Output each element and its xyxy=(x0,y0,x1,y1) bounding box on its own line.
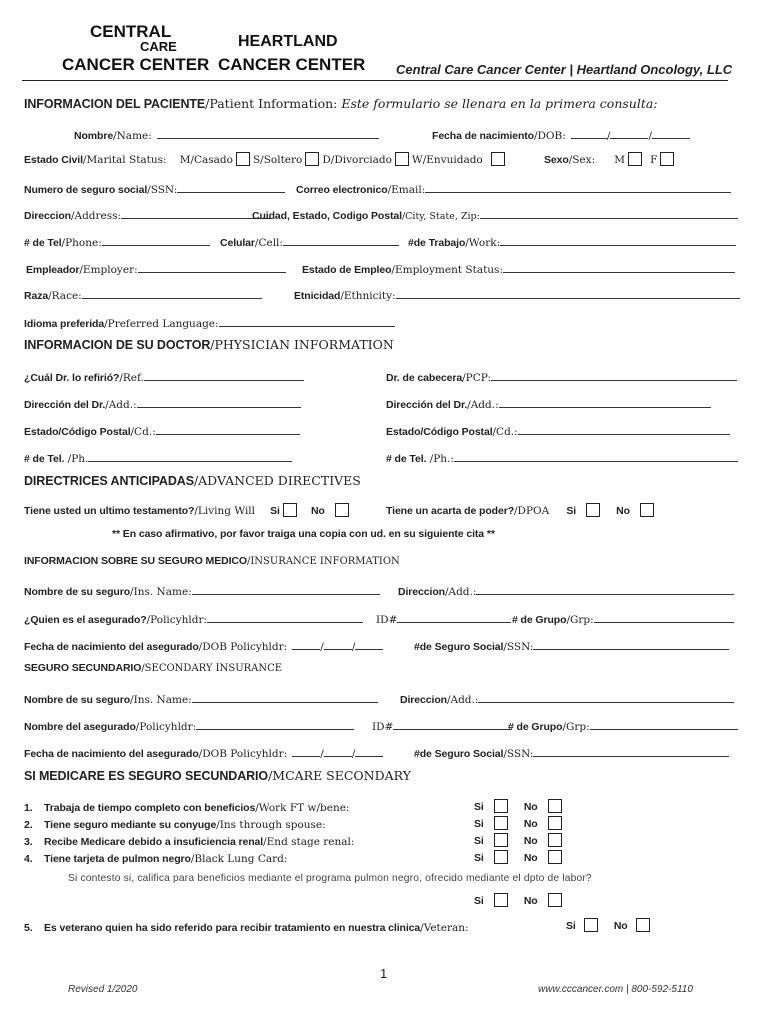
living-will-row: Tiene usted un ultimo testamento?/Living Will Si No xyxy=(24,499,352,518)
widowed-checkbox[interactable] xyxy=(491,152,505,166)
logo-cancer-center-text-2: CANCER CENTER xyxy=(218,55,366,74)
medicare-item-1: 1. Trabaja de tiempo completo con beneficios/Work FT w/bene: xyxy=(24,802,350,814)
item-3-si-checkbox[interactable] xyxy=(494,833,508,847)
item-2-no-checkbox[interactable] xyxy=(548,816,562,830)
sec-ins-name-field[interactable]: Nombre de su seguro/Ins. Name: xyxy=(24,688,378,707)
ins-address-field[interactable]: Direccion/Add.: xyxy=(398,580,734,599)
divorced-checkbox[interactable] xyxy=(395,152,409,166)
logo-care-text: CARE xyxy=(140,39,177,54)
employment-status-field[interactable]: Estado de Empleo/Employment Status: xyxy=(302,258,735,277)
dpoa-si-checkbox[interactable] xyxy=(586,503,600,517)
patient-section-title: INFORMACION DEL PACIENTE/Patient Information: Este formulario se llenara en la primera consulta: xyxy=(24,96,658,111)
followup-si-checkbox[interactable] xyxy=(494,893,508,907)
pcp-field[interactable]: Dr. de cabecera/PCP: xyxy=(386,366,737,385)
employer-field[interactable]: Empleador/Employer: xyxy=(26,258,286,277)
medicare-section-title: SI MEDICARE ES SEGURO SECUNDARIO/MCARE SECONDARY xyxy=(24,768,411,783)
ref-doctor-address-field[interactable]: Dirección del Dr./Add.: xyxy=(24,393,301,412)
policyholder-field[interactable]: ¿Quien es el asegurado?/Policyhldr: xyxy=(24,608,363,627)
ins-id-field[interactable]: ID# xyxy=(376,608,511,627)
footer-contact: www.cccancer.com | 800-592-5110 xyxy=(538,984,693,995)
pcp-address-field[interactable]: Dirección del Dr./Add.: xyxy=(386,393,711,412)
directives-note: ** En caso afirmativo, por favor traiga una copia con ud. en su siguiente cita ** xyxy=(112,528,495,540)
item-1-si-checkbox[interactable] xyxy=(494,799,508,813)
veteran-no-checkbox[interactable] xyxy=(636,918,650,932)
sec-policyholder-field[interactable]: Nombre del asegurado/Policyhldr: xyxy=(24,715,354,734)
name-field[interactable]: Nombre/Name: xyxy=(74,124,379,143)
medicare-item-4-answers: Si No xyxy=(474,846,565,865)
marital-status-row: Estado Civil/Marital Status: M/Casado S/Soltero D/Divorciado W/Envuidado xyxy=(24,148,508,167)
work-phone-field[interactable]: #de Trabajo/Work: xyxy=(408,231,736,250)
medicare-item-3-answers: Si No xyxy=(474,829,565,848)
email-field[interactable]: Correo electronico/Email: xyxy=(296,178,731,197)
policyholder-ssn-field[interactable]: #de Seguro Social/SSN: xyxy=(414,635,729,654)
pcp-phone-field[interactable]: # de Tel. /Ph.: xyxy=(386,447,738,466)
policyholder-dob-field[interactable]: Fecha de nacimiento del asegurado/DOB Policyhldr: / / xyxy=(24,635,383,654)
address-field[interactable]: Direccion/Address: xyxy=(24,204,271,223)
central-care-logo xyxy=(62,22,212,78)
city-state-zip-field[interactable]: Cuidad, Estado, Codigo Postal/City, State, Zip: xyxy=(252,204,738,223)
secondary-section-title: SEGURO SECUNDARIO/SECONDARY INSURANCE xyxy=(24,662,283,674)
insurance-section-title: INFORMACION SOBRE SU SEGURO MEDICO/INSURANCE INFORMATION xyxy=(24,555,400,567)
language-field[interactable]: Idioma preferida/Preferred Language: xyxy=(24,312,395,331)
logo-cancer-center-text: CANCER CENTER xyxy=(62,55,210,74)
dob-field[interactable]: Fecha de nacimiento/DOB: / / xyxy=(432,124,690,143)
revised-date: Revised 1/2020 xyxy=(68,984,138,995)
dpoa-no-checkbox[interactable] xyxy=(640,503,654,517)
sex-f-checkbox[interactable] xyxy=(660,152,674,166)
sec-policyholder-ssn-field[interactable]: #de Seguro Social/SSN: xyxy=(414,742,729,761)
living-will-no-checkbox[interactable] xyxy=(335,503,349,517)
cell-field[interactable]: Celular/Cell: xyxy=(220,231,399,250)
sex-m-checkbox[interactable] xyxy=(628,152,642,166)
medicare-item-2-answers: Si No xyxy=(474,812,565,831)
item-2-si-checkbox[interactable] xyxy=(494,816,508,830)
page-number: 1 xyxy=(380,966,388,981)
logo-heartland-text: HEARTLAND xyxy=(238,33,338,50)
veteran-answers: Si No xyxy=(566,914,653,933)
phone-field[interactable]: # de Tel/Phone: xyxy=(24,231,210,250)
medicare-item-3: 3. Recibe Medicare debido a insuficiencia renal/End stage renal: xyxy=(24,836,355,848)
referring-doctor-field[interactable]: ¿Cuál Dr. lo refirió?/Ref. xyxy=(24,366,304,385)
medicare-item-4: 4. Tiene tarjeta de pulmon negro/Black Lung Card: xyxy=(24,853,288,865)
race-field[interactable]: Raza/Race: xyxy=(24,284,262,303)
followup-no-checkbox[interactable] xyxy=(548,893,562,907)
sec-ins-address-field[interactable]: Direccion/Add.: xyxy=(400,688,734,707)
ref-doctor-phone-field[interactable]: # de Tel. /Ph. xyxy=(24,447,292,466)
dpoa-row: Tiene un acarta de poder?/DPOA Si No xyxy=(386,499,657,518)
ssn-field[interactable]: Numero de seguro social/SSN: xyxy=(24,178,285,197)
medicare-item-1-answers: Si No xyxy=(474,795,565,814)
ref-doctor-state-zip-field[interactable]: Estado/Código Postal/Cd.: xyxy=(24,420,300,439)
followup-answers: Si No xyxy=(474,889,565,908)
group-number-field[interactable]: # de Grupo/Grp: xyxy=(512,608,734,627)
sec-policyholder-dob-field[interactable]: Fecha de nacimiento del asegurado/DOB Policyhldr: / / xyxy=(24,742,383,761)
sec-ins-id-field[interactable]: ID# xyxy=(372,715,511,734)
doctor-section-title: INFORMACION DE SU DOCTOR/PHYSICIAN INFORMATION xyxy=(24,337,394,352)
header-divider xyxy=(22,80,728,81)
sex-row: Sexo/Sex: M F xyxy=(544,148,677,167)
item-4-no-checkbox[interactable] xyxy=(548,850,562,864)
org-name: Central Care Cancer Center | Heartland Oncology, LLC xyxy=(396,62,733,77)
veteran-si-checkbox[interactable] xyxy=(584,918,598,932)
ethnicity-field[interactable]: Etnicidad/Ethnicity: xyxy=(294,284,740,303)
item-3-no-checkbox[interactable] xyxy=(548,833,562,847)
item-4-si-checkbox[interactable] xyxy=(494,850,508,864)
pcp-state-zip-field[interactable]: Estado/Código Postal/Cd.: xyxy=(386,420,730,439)
directives-section-title: DIRECTRICES ANTICIPADAS/ADVANCED DIRECTIVES xyxy=(24,473,361,488)
married-checkbox[interactable] xyxy=(236,152,250,166)
black-lung-followup-question: Si contesto si, califica para beneficios mediante el programa pulmon negro, ofrecido mediante el dpto de labor? xyxy=(68,873,592,884)
veteran-row: 5. Es veterano quien ha sido referido para recibir tratamiento en nuestra clinica/Veteran: xyxy=(24,922,469,934)
living-will-si-checkbox[interactable] xyxy=(283,503,297,517)
sec-group-number-field[interactable]: # de Grupo/Grp: xyxy=(508,715,738,734)
medicare-item-2: 2. Tiene seguro mediante su conyuge/Ins through spouse: xyxy=(24,819,326,831)
single-checkbox[interactable] xyxy=(305,152,319,166)
ins-name-field[interactable]: Nombre de su seguro/Ins. Name: xyxy=(24,580,380,599)
heartland-logo xyxy=(218,22,366,78)
item-1-no-checkbox[interactable] xyxy=(548,799,562,813)
logo-central-text: CENTRAL xyxy=(90,22,172,41)
